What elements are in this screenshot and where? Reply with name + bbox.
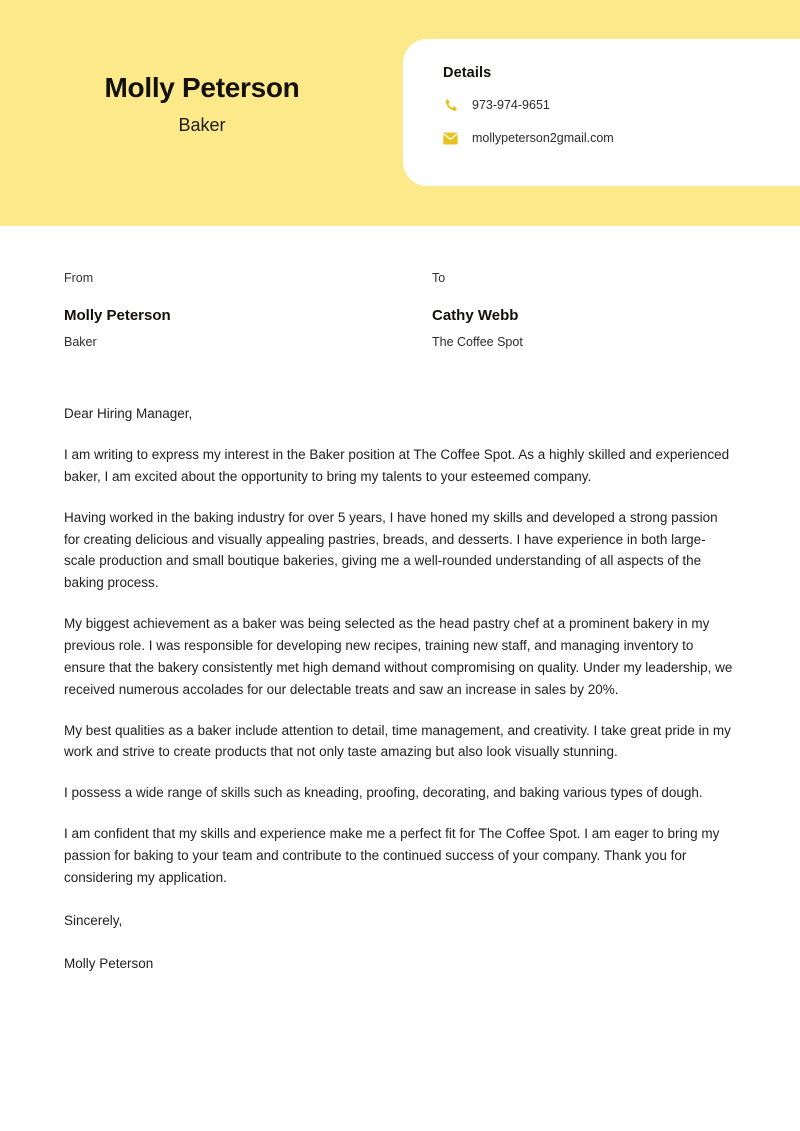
letter-paragraph: I possess a wide range of skills such as kneading, proofing, decorating, and baking various types of dough.: [64, 785, 703, 801]
identity-block: [0, 72, 404, 137]
address-to: [432, 271, 800, 350]
applicant-name: Molly Peterson: [104, 72, 300, 103]
detail-row-phone: [443, 96, 800, 114]
closing-line: Sincerely,: [64, 912, 123, 928]
letter-paragraph: I am confident that my skills and experience make me a perfect fit for The Coffee Spot. I am eager to bring my passion for baking to your team and contribute to the continued success of your company. Thank you for considering my application.: [64, 826, 720, 885]
letter-paragraph: Having worked in the baking industry for over 5 years, I have honed my skills and developed a strong passion for creating delicious and visually appealing pastries, breads, and desserts. I have experience in both large-scale production and small boutique bakeries, giving me a well-rounded understanding of all aspects of the baking process.: [64, 509, 718, 591]
paragraph-list: [64, 444, 736, 889]
letter-paragraph: My biggest achievement as a baker was being selected as the head pastry chef at a prominent bakery in my previous role. I was responsible for developing new recipes, training new staff, and managing inventory to ensure that the bakery consistently met high demand without compromising on quality. Under my leadership, we received numerous accolades for our delectable treats and saw an increase in sales by 20%.: [64, 616, 733, 697]
details-heading: Details: [443, 65, 492, 81]
signature-name: Molly Peterson: [64, 955, 154, 971]
to-name: Cathy Webb: [432, 307, 519, 324]
letter-body: [0, 226, 800, 975]
details-card: [403, 39, 800, 186]
to-subtitle: The Coffee Spot: [432, 335, 523, 349]
address-block: [64, 226, 736, 350]
applicant-role: Baker: [178, 115, 226, 136]
from-subtitle: Baker: [64, 335, 97, 349]
letter-paragraph: My best qualities as a baker include attention to detail, time management, and creativity. I take great pride in my work and strive to create products that not only taste amazing but also look visually stunning.: [64, 722, 731, 760]
salutation: Dear Hiring Manager,: [64, 406, 193, 421]
from-name: Molly Peterson: [64, 307, 171, 324]
header-band: [0, 0, 800, 226]
detail-row-email: [443, 129, 800, 147]
to-label: To: [432, 271, 446, 285]
letter-paragraph: I am writing to express my interest in the Baker position at The Coffee Spot. As a highly skilled and experienced baker, I am excited about the opportunity to bring my talents to your esteemed company.: [64, 446, 730, 484]
phone-icon: [443, 96, 463, 114]
address-from: [64, 271, 432, 350]
envelope-icon: [443, 129, 463, 147]
phone-number: 973-974-9651: [472, 97, 550, 112]
email-address: mollypeterson2gmail.com: [472, 130, 614, 145]
from-label: From: [64, 271, 94, 285]
